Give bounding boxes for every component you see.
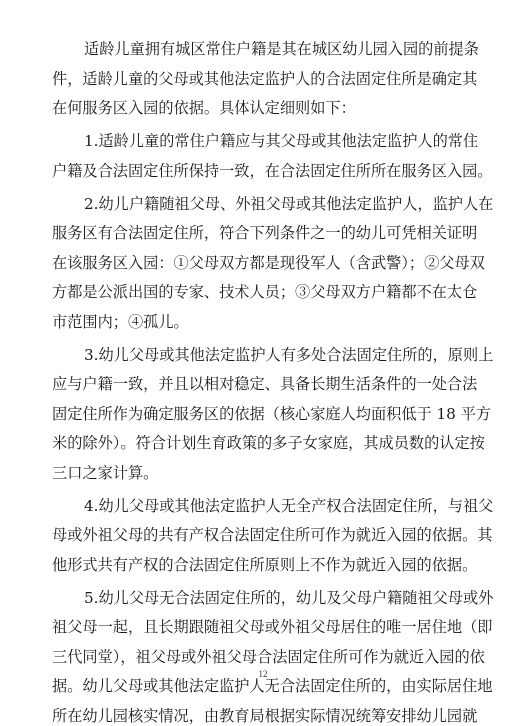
paragraph-line: 市范围内；④孤儿。	[52, 312, 189, 331]
paragraph-line: 固定住所作为确定服务区的依据（核心家庭人均面积低于 18 平方	[52, 404, 492, 423]
paragraph-line: 应与户籍一致，并且以相对稳定、具备长期生活条件的一处合法	[52, 375, 478, 393]
paragraph-line: 方都是公派出国的专家、技术人员；③父母双方户籍都不在太仓	[52, 283, 478, 301]
paragraph-line: 三口之家计算。	[52, 463, 159, 482]
paragraph-line: 所在幼儿园核实情况，由教育局根据实际情况统筹安排幼儿园就	[52, 706, 478, 725]
paragraph-line: 他形式共有产权的合法固定住所原则上不作为就近入园的依据。	[52, 555, 478, 574]
paragraph-line: 服务区有合法固定住所，符合下列条件之一的幼儿可凭相关证明	[52, 224, 478, 242]
paragraph-line: 三代同堂），祖父母或外祖父母合法固定住所可作为就近入园的依	[52, 647, 485, 666]
page-number: 12	[258, 669, 268, 679]
paragraph-line: 适龄儿童拥有城区常住户籍是其在城区幼儿园入园的前提条	[84, 40, 479, 58]
paragraph-line: 据。幼儿父母或其他法定监护人无合法固定住所的，由实际居住地	[52, 677, 493, 695]
paragraph-line: 3.幼儿父母或其他法定监护人有多处合法固定住所的，原则上	[84, 345, 494, 364]
paragraph-line: 在何服务区入园的依据。具体认定细则如下：	[52, 99, 356, 117]
paragraph-line: 在该服务区入园：①父母双方都是现役军人（含武警）；②父母双	[52, 253, 485, 272]
paragraph-line: 2.幼儿户籍随祖父母、外祖父母或其他法定监护人，监护人在	[84, 194, 494, 213]
paragraph-line: 户籍及合法固定住所保持一致，在合法固定住所所在服务区入园。	[52, 161, 493, 180]
paragraph-line: 4.幼儿父母或其他法定监护人无全产权合法固定住所，与祖父	[84, 496, 494, 515]
paragraph-line: 5.幼儿父母无合法固定住所的，幼儿及父母户籍随祖父母或外	[84, 588, 494, 607]
paragraph-line: 母或外祖父母的共有产权合法固定住所可作为就近入园的依据。其	[52, 526, 493, 544]
paragraph-line: 祖父母一起，且长期跟随祖父母或外祖父母居住的唯一居住地（即	[52, 618, 493, 636]
paragraph-line: 米的除外）。符合计划生育政策的多子女家庭，其成员数的认定按	[52, 434, 485, 452]
paragraph-line: 1.适龄儿童的常住户籍应与其父母或其他法定监护人的常住	[84, 132, 479, 150]
paragraph-line: 件，适龄儿童的父母或其他法定监护人的合法固定住所是确定其	[52, 69, 478, 88]
